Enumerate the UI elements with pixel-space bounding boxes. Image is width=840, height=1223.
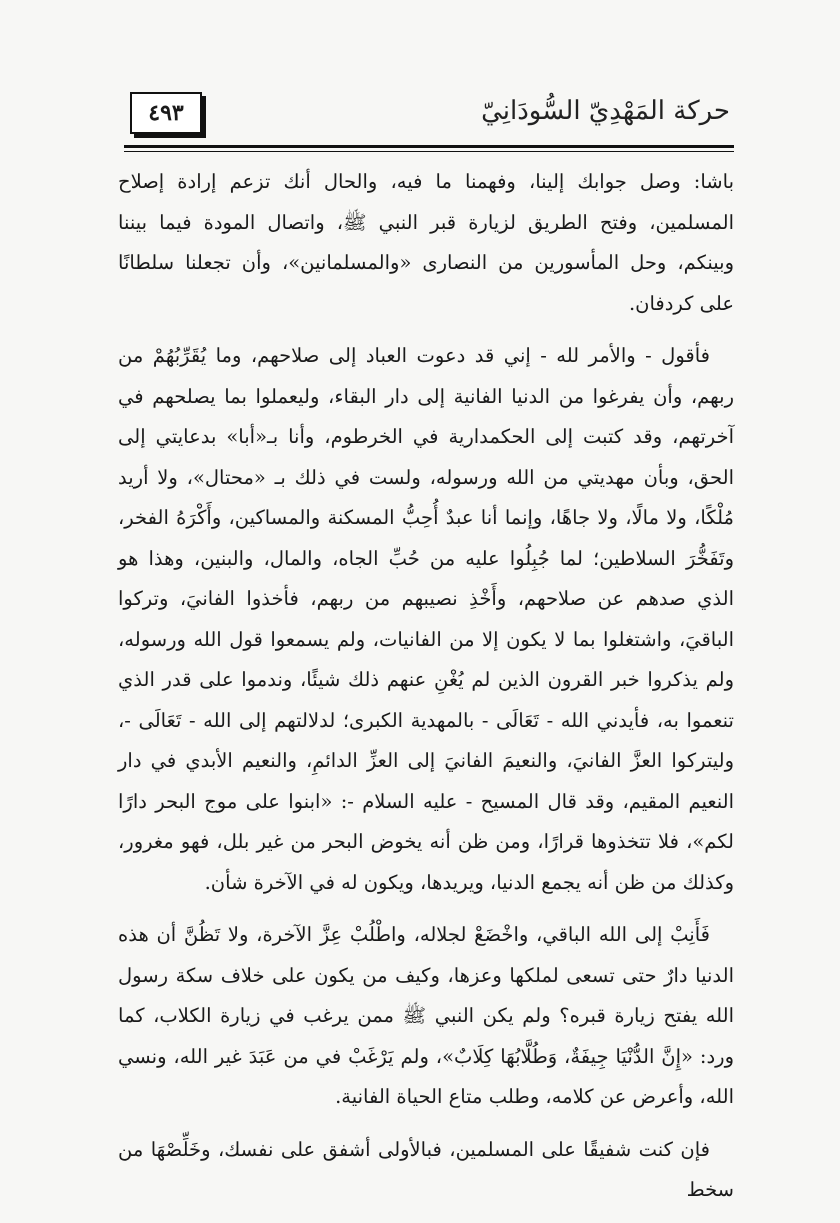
body-text [118,162,734,1223]
page-number: ٤٩٣ [148,100,184,126]
paragraph-4: فإن كنت شفيقًا على المسلمين، فبالأولى أشفق على نفسك، وخَلِّصْهَا من سخط [118,1137,734,1201]
page-number-box [130,92,202,134]
paragraph-2: فأقول - والأمر لله - إني قد دعوت العباد إلى صلاحهم، وما يُقَرِّبُهُمْ من ربهم، وأن يفرغوا من الدنيا الفانية إلى دار البقاء، وليعملوا بما يصلحهم في آخرتهم، وقد كتبت إلى الحكمدارية في الخرطوم، وأنا بـ«أبا» بدعايتي إلى الحق، وبأن مهديتي من الله ورسوله، ولست في ذلك بـ «محتال»، ولا أريد مُلْكًا، ولا مالًا، ولا جاهًا، وإنما أنا عبدٌ أُحِبُّ المسكنة والمساكين، وأَكْرَهُ الفخر، وتَفَخُّرَ السلاطين؛ لما جُبِلُوا عليه من حُبِّ الجاه، والمال، والبنين، وهذا هو الذي صدهم عن صلاحهم، وأَخْذِ نصيبهم من ربهم، فأخذوا الفانيَ، وتركوا الباقيَ، واشتغلوا بما لا يكون إلا من الفانيات، ولم يسمعوا قول الله ورسوله، ولم يذكروا خبر القرون الذين لم يُغْنِ عنهم ذلك شيئًا، وندموا على قدر الذي تنعموا به، فأيدني الله - تَعَالَى - بالمهدية الكبرى؛ لدلالتهم إلى الله - تَعَالَى -، وليتركوا العزَّ الفانيَ، والنعيمَ الفانيَ إلى العزِّ الدائمِ، والنعيم الأبدي في دار النعيم المقيم، وقد قال المسيح - عليه السلام -: «ابنوا على موج البحر دارًا لكم»، فلا تتخذوها قرارًا، ومن ظن أنه يخوض البحر من غير بلل، فهو مغرور، وكذلك من ظن أنه يجمع الدنيا، ويريدها، ويكون له في الآخرة شأن. [118,344,734,894]
paragraph-1: باشا: وصل جوابك إلينا، وفهمنا ما فيه، والحال أنك تزعم إرادة إصلاح المسلمين، وفتح الطريق لزيارة قبر النبي ﷺ، واتصال المودة فيما بيننا وبينكم، وحل المأسورين من النصارى «والمسلمانين»، وأن تجعلنا سلطانًا على كردفان. [118,170,734,315]
page-header [130,88,730,138]
paragraph-3: فَأَنِبْ إلى الله الباقي، واخْضَعْ لجلاله، واطْلُبْ عِزَّ الآخرة، ولا تَظُنَّ أن هذه الدنيا دارٌ حتى تسعى لملكها وعزها، وكيف من يكون على خلاف سكة رسول الله يفتح زيارة قبره؟ ولم يكن النبي ﷺ ممن يرغب في زيارة الكلاب، كما ورد: «إِنَّ الدُّنْيَا جِيفَةٌ، وَطُلَّابُهَا كِلَابٌ»، ولم يَرْغَبْ في من عَبَدَ غير الله، ونسي الله، وأعرض عن كلامه، وطلب متاع الحياة الفانية. [118,923,734,1108]
running-title: حركة المَهْدِيّ السُّودَانِيّ [481,96,730,126]
header-rule-thick [124,145,734,148]
header-rule-thin [124,151,734,152]
